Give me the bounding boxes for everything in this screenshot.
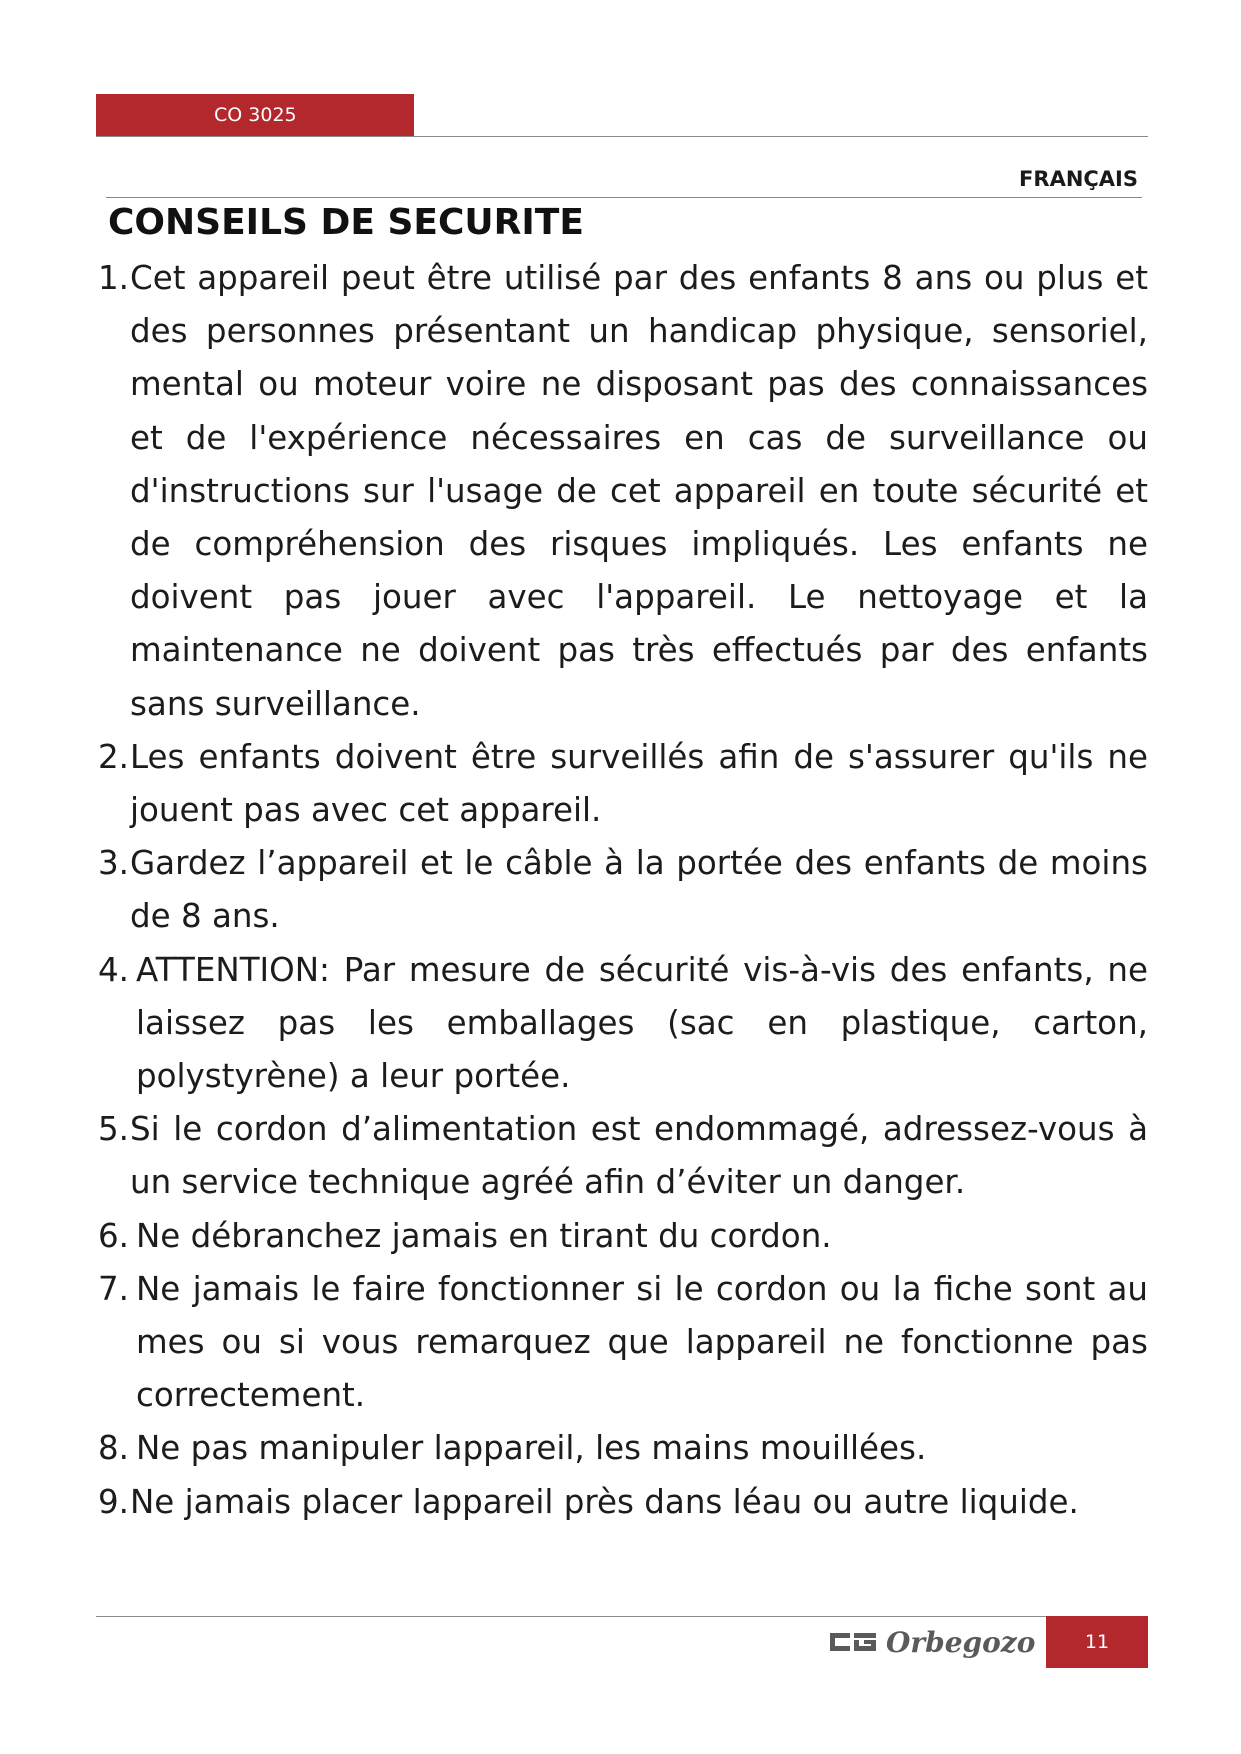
brand-mark-icon [830, 1630, 876, 1654]
item-text: ATTENTION: Par mesure de sécurité vis-à-vis des enfants, ne laissez pas les emballages (sac en plastique, carton, polystyrène) a leur portée. [136, 950, 1148, 1096]
safety-list [98, 252, 1148, 1529]
list-item [98, 944, 1148, 1104]
list-item [98, 252, 1148, 731]
page-number: 11 [1084, 1631, 1110, 1653]
item-number: 3. [98, 844, 130, 883]
item-number: 6. [98, 1216, 130, 1255]
item-text: Ne pas manipuler lappareil, les mains mouillées. [136, 1429, 927, 1468]
item-number: 7. [98, 1269, 130, 1308]
item-text: Gardez l’appareil et le câble à la portée des enfants de moins de 8 ans. [130, 844, 1148, 936]
brand-name: Orbegozo [886, 1625, 1036, 1659]
item-number: 4. [98, 950, 130, 989]
header-rule [96, 136, 1148, 137]
list-item [98, 1422, 1148, 1475]
item-number: 5. [98, 1110, 130, 1149]
item-text: Ne débranchez jamais en tirant du cordon. [136, 1216, 832, 1255]
item-number: 8. [98, 1429, 130, 1468]
item-text: Les enfants doivent être surveillés afin de s'assurer qu'ils ne jouent pas avec cet appareil. [130, 737, 1148, 830]
page-title: CONSEILS DE SECURITE [108, 202, 584, 243]
item-number: 9. [98, 1482, 130, 1521]
page-number-box [1046, 1616, 1148, 1668]
list-item [98, 837, 1148, 943]
item-text: Si le cordon d’alimentation est endommagé, adressez-vous à un service technique agréé afin d’éviter un danger. [130, 1110, 1148, 1202]
footer-rule [96, 1616, 1148, 1617]
item-text: Cet appareil peut être utilisé par des enfants 8 ans ou plus et des personnes présentant un handicap physique, sensoriel, mental ou moteur voire ne disposant pas des connaissances et de l'expérience nécessaires en cas de surveillance ou d'instructions sur l'usage de cet appareil en toute sécurité et de compréhension des risques impliqués. Les enfants ne doivent pas jouer avec l'appareil. Le nettoyage et la maintenance ne doivent pas très effectués par des enfants sans surveillance. [130, 259, 1148, 723]
model-label: CO 3025 [214, 104, 297, 126]
item-number: 2. [98, 737, 130, 776]
list-item [98, 1103, 1148, 1209]
list-item [98, 1476, 1148, 1529]
item-number: 1. [98, 259, 130, 297]
list-item [98, 731, 1148, 837]
item-text: Ne jamais placer lappareil près dans léau ou autre liquide. [130, 1482, 1079, 1521]
language-label: FRANÇAIS [1019, 167, 1138, 191]
brand-logo [830, 1620, 1035, 1664]
model-tab [96, 94, 414, 136]
item-text: Ne jamais le faire fonctionner si le cordon ou la fiche sont au mes ou si vous remarquez que lappareil ne fonctionne pas correctement. [136, 1269, 1148, 1415]
list-item [98, 1210, 1148, 1263]
list-item [98, 1263, 1148, 1423]
